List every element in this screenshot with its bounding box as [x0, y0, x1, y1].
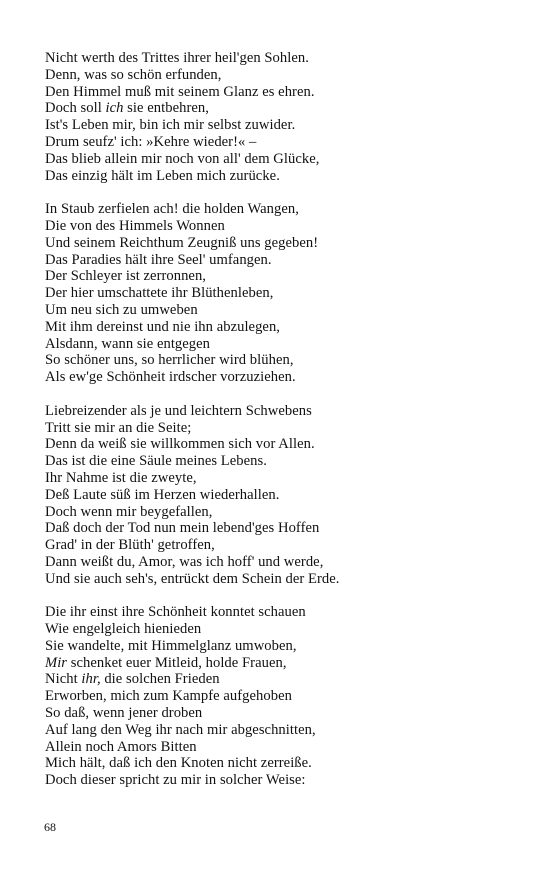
poem-line: Und sie auch seh's, entrückt dem Schein der Erde.	[45, 570, 340, 587]
poem-line: Liebreizender als je und leichtern Schwebens	[45, 402, 312, 419]
emphasized-word: ihr,	[81, 671, 101, 688]
poem-line: Nicht werth des Trittes ihrer heil'gen Sohlen.	[45, 50, 309, 66]
poem-line: Doch wenn mir beygefallen,	[45, 503, 213, 520]
poem-line: Die ihr einst ihre Schönheit konntet schauen	[45, 604, 306, 621]
poem-line: Denn, was so schön erfunden,	[45, 66, 222, 83]
poem-line: Ist's Leben mir, bin ich mir selbst zuwider.	[45, 117, 296, 134]
stanza	[45, 50, 515, 184]
poem-line: Drum seufz' ich: »Kehre wieder!« –	[45, 133, 257, 150]
poem-line: Auf lang den Weg ihr nach mir abgeschnitten,	[45, 721, 316, 738]
poem-line: Mich hält, daß ich den Knoten nicht zerreiße.	[45, 755, 312, 772]
poem-line: Doch dieser spricht zu mir in solcher Weise:	[45, 772, 306, 789]
poem-line: Der hier umschattete ihr Blüthenleben,	[45, 285, 274, 302]
poem-line: Sie wandelte, mit Himmelglanz umwoben,	[45, 637, 297, 654]
emphasized-word: ich	[105, 100, 124, 117]
poem-line: Das blieb allein mir noch von all' dem Glücke,	[45, 150, 320, 167]
poem-line: In Staub zerfielen ach! die holden Wangen,	[45, 201, 299, 218]
poem-line: Doch soll ich sie entbehren,	[45, 100, 209, 117]
poem-body	[45, 50, 515, 806]
poem-line: Deß Laute süß im Herzen wiederhallen.	[45, 486, 280, 503]
poem-line: Die von des Himmels Wonnen	[45, 217, 225, 234]
emphasized-word: Mir	[45, 654, 68, 671]
poem-line: Den Himmel muß mit seinem Glanz es ehren.	[45, 83, 315, 100]
poem-line: Nicht ihr, die solchen Frieden	[45, 671, 220, 688]
poem-line: Tritt sie mir an die Seite;	[45, 419, 192, 436]
poem-line: Mit ihm dereinst und nie ihn abzulegen,	[45, 318, 280, 335]
poem-line: Ihr Nahme ist die zweyte,	[45, 469, 197, 486]
poem-line: Um neu sich zu umweben	[45, 301, 198, 318]
poem-line: Das einzig hält im Leben mich zurücke.	[45, 167, 280, 184]
poem-line: Mir schenket euer Mitleid, holde Frauen,	[45, 654, 287, 671]
poem-line: Wie engelgleich hienieden	[45, 621, 202, 638]
poem-line: So daß, wenn jener droben	[45, 705, 203, 722]
poem-line: Der Schleyer ist zerronnen,	[45, 268, 207, 285]
poem-line: Als ew'ge Schönheit irdscher vorzuziehen.	[45, 369, 296, 386]
stanza	[45, 403, 515, 588]
page-number: 68	[44, 820, 56, 834]
poem-line: Das Paradies hält ihre Seel' umfangen.	[45, 251, 272, 268]
poem-line: Allein noch Amors Bitten	[45, 738, 197, 755]
stanza	[45, 604, 515, 789]
poem-line: Und seinem Reichthum Zeugniß uns gegeben!	[45, 234, 319, 251]
stanza	[45, 201, 515, 386]
poem-line: Daß doch der Tod nun mein lebend'ges Hoffen	[45, 520, 320, 537]
poem-line: Das ist die eine Säule meines Lebens.	[45, 453, 267, 470]
poem-line: So schöner uns, so herrlicher wird blühen,	[45, 352, 294, 369]
poem-line: Erworben, mich zum Kampfe aufgehoben	[45, 688, 292, 705]
poem-line: Denn da weiß sie willkommen sich vor Allen.	[45, 436, 315, 453]
poem-line: Dann weißt du, Amor, was ich hoff' und werde,	[45, 553, 324, 570]
poem-line: Grad' in der Blüth' getroffen,	[45, 537, 215, 554]
poem-line: Alsdann, wann sie entgegen	[45, 335, 211, 352]
